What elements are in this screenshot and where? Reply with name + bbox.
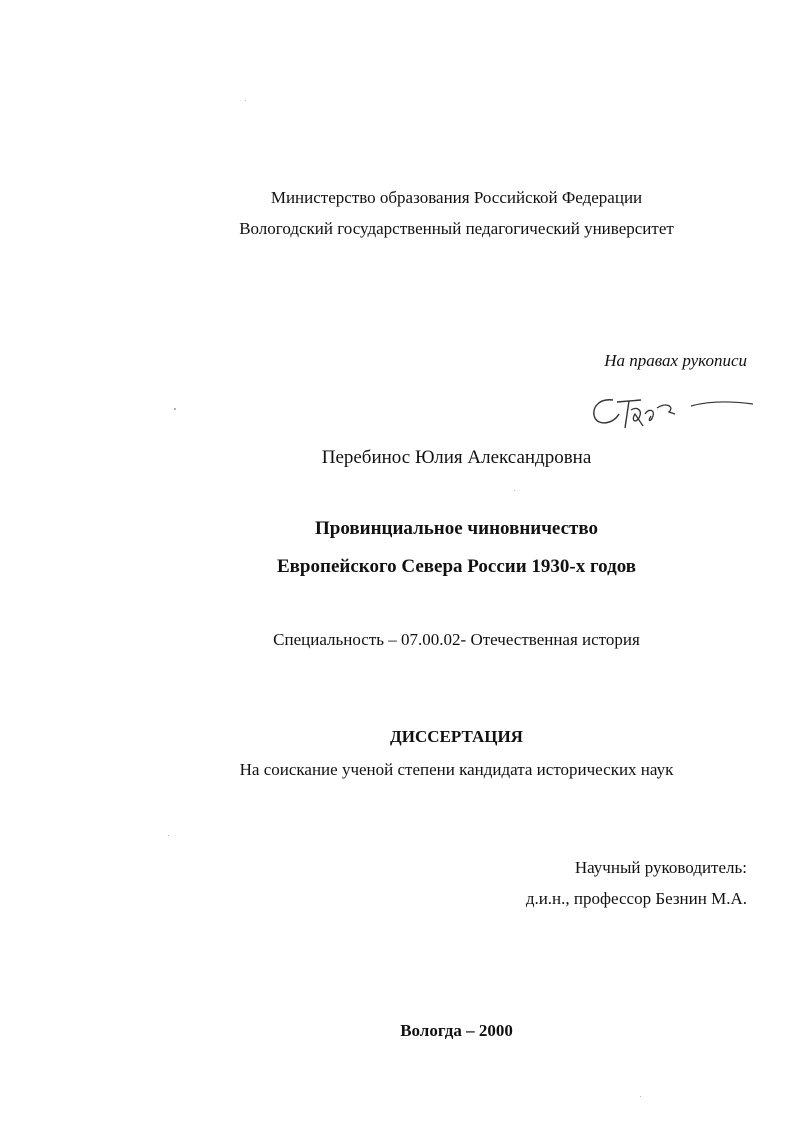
manuscript-note: На правах рукописи — [604, 351, 747, 370]
scan-speck — [245, 100, 246, 101]
degree-line: На соискание ученой степени кандидата исторических наук — [239, 760, 674, 779]
place-year: Вологда – 2000 — [400, 1021, 513, 1040]
scan-speck — [514, 490, 515, 491]
dissertation-title-line-2: Европейского Севера России 1930-х годов — [277, 556, 636, 577]
scan-speck — [174, 408, 176, 410]
university-line: Вологодский государственный педагогический университет — [239, 219, 674, 238]
scan-speck — [640, 1096, 641, 1097]
supervisor-name: д.и.н., профессор Безнин М.А. — [525, 889, 747, 908]
specialty-line: Специальность – 07.00.02- Отечественная история — [273, 630, 640, 649]
author-name: Перебинос Юлия Александровна — [321, 447, 592, 468]
ministry-line: Министерство образования Российской Федерации — [270, 188, 643, 207]
supervisor-label: Научный руководитель: — [574, 858, 747, 877]
dissertation-title-line-1: Провинциальное чиновничество — [315, 518, 598, 539]
scan-speck — [168, 835, 169, 836]
work-type-label: ДИССЕРТАЦИЯ — [390, 727, 523, 746]
handwritten-signature — [583, 384, 758, 436]
